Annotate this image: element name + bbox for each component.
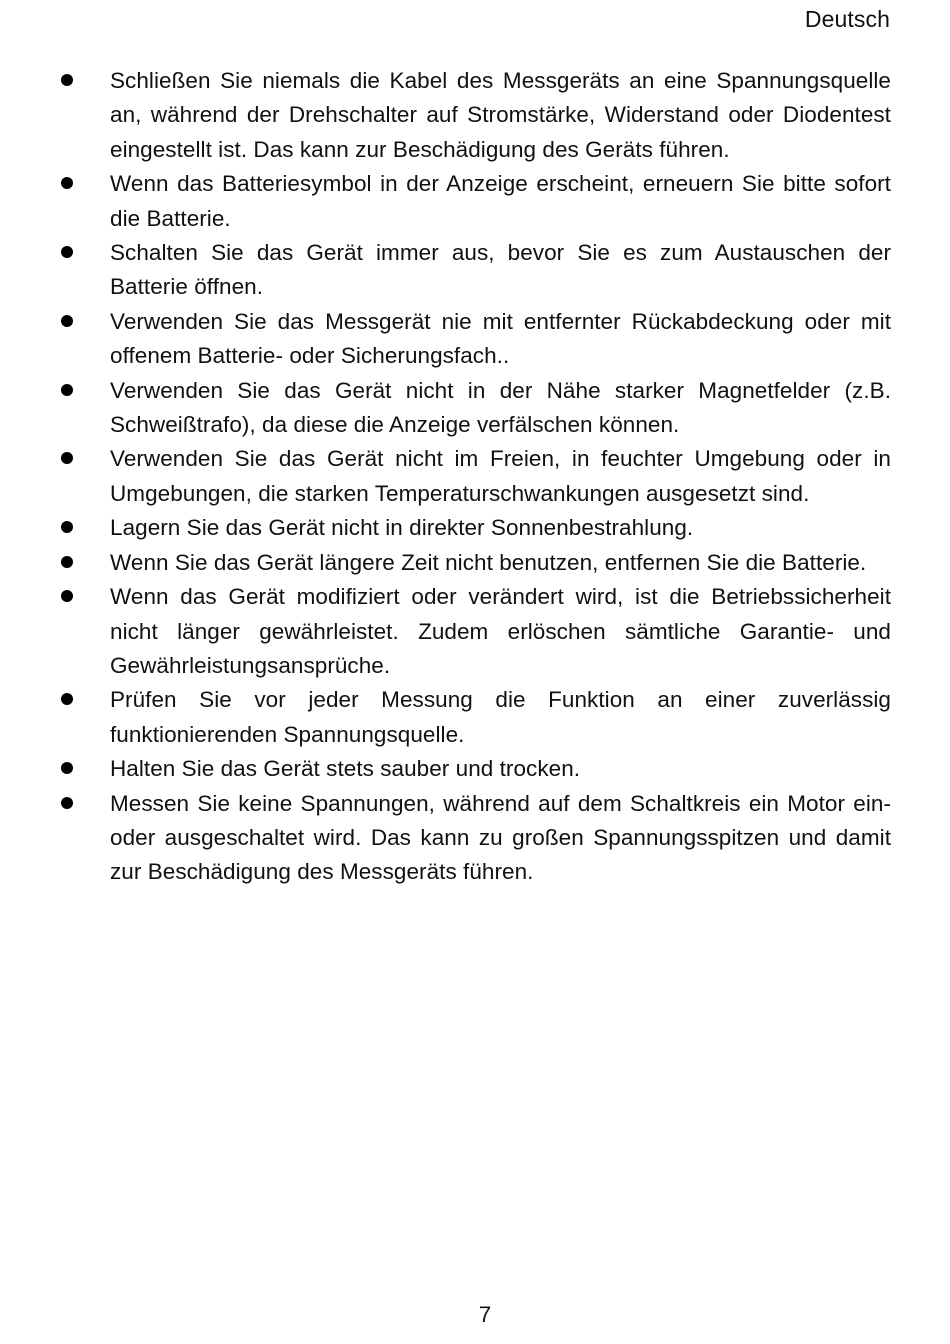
list-item (56, 236, 891, 305)
bullet-icon (61, 590, 73, 602)
bullet-icon (61, 384, 73, 396)
page-number: 7 (478, 1302, 492, 1327)
page-header-language: Deutsch (804, 6, 890, 32)
list-item (56, 374, 891, 443)
list-item-text: Schalten Sie das Gerät immer aus, bevor Sie es zum Austauschen der Batterie öffnen. (110, 240, 891, 300)
list-item (56, 305, 891, 374)
list-item-text: Wenn das Batteriesymbol in der Anzeige erscheint, erneuern Sie bitte sofort die Batterie. (110, 171, 891, 231)
list-item (56, 580, 891, 683)
bullet-icon (61, 556, 73, 568)
bullet-icon (61, 246, 73, 258)
list-item-text: Halten Sie das Gerät stets sauber und trocken. (110, 756, 581, 782)
bullet-icon (61, 315, 73, 327)
list-item (56, 64, 891, 167)
bullet-icon (61, 452, 73, 464)
safety-instructions-list (56, 64, 891, 890)
bullet-icon (61, 74, 73, 86)
list-item-text: Prüfen Sie vor jeder Messung die Funktion an einer zuverlässig funktionierenden Spannungsquelle. (110, 687, 891, 747)
list-item (56, 787, 891, 890)
list-item (56, 752, 891, 786)
bullet-icon (61, 762, 73, 774)
list-item (56, 511, 891, 545)
list-item (56, 167, 891, 236)
list-item (56, 546, 891, 580)
list-item-text: Schließen Sie niemals die Kabel des Messgeräts an eine Spannungsquelle an, während der Drehschalter auf Stromstärke, Widerstand oder Diodentest eingestellt ist. Das kann zur Beschädigung des Geräts führen. (110, 68, 891, 162)
bullet-icon (61, 797, 73, 809)
list-item (56, 442, 891, 511)
list-item-text: Verwenden Sie das Gerät nicht im Freien, in feuchter Umgebung oder in Umgebungen, die starken Temperaturschwankungen ausgesetzt sind. (110, 446, 891, 506)
list-item-text: Lagern Sie das Gerät nicht in direkter Sonnenbestrahlung. (110, 515, 694, 541)
list-item-text: Verwenden Sie das Messgerät nie mit entfernter Rückabdeckung oder mit offenem Batterie- oder Sicherungsfach.. (110, 308, 891, 369)
list-item-text: Messen Sie keine Spannungen, während auf dem Schaltkreis ein Motor ein- oder ausgeschaltet wird. Das kann zu großen Spannungsspitzen und damit zur Beschädigung des Messgeräts führen. (110, 790, 891, 885)
bullet-icon (61, 177, 73, 189)
list-item-text: Wenn Sie das Gerät längere Zeit nicht benutzen, entfernen Sie die Batterie. (110, 549, 867, 575)
bullet-icon (61, 521, 73, 533)
list-item-text: Verwenden Sie das Gerät nicht in der Nähe starker Magnetfelder (z.B. Schweißtrafo), da diese die Anzeige verfälschen können. (110, 377, 891, 438)
list-item-text: Wenn das Gerät modifiziert oder verändert wird, ist die Betriebssicherheit nicht länger gewährleistet. Zudem erlöschen sämtliche Garantie- und Gewährleistungsansprüche. (110, 584, 891, 678)
list-item (56, 683, 891, 752)
bullet-icon (61, 693, 73, 705)
